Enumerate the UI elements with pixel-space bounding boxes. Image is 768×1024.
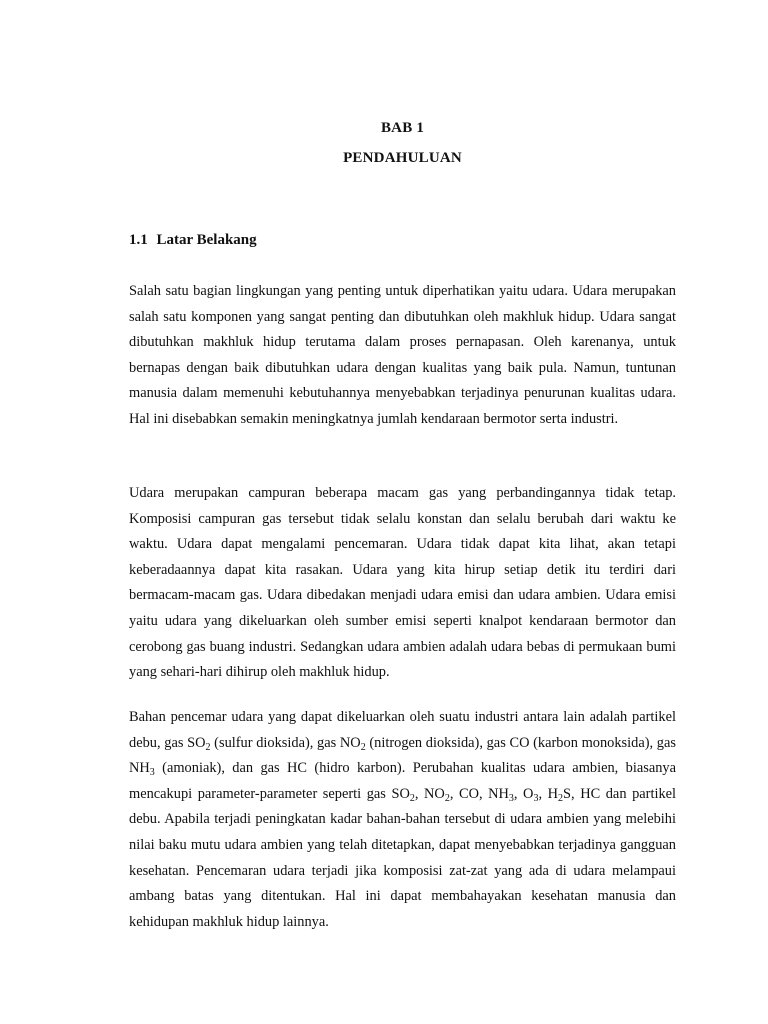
subscript: 3 bbox=[508, 792, 514, 804]
subscript: 2 bbox=[409, 792, 415, 804]
section-number: 1.1 bbox=[129, 232, 148, 248]
subscript: 3 bbox=[149, 767, 155, 779]
subscript: 2 bbox=[558, 792, 564, 804]
paragraph-2: Udara merupakan campuran beberapa macam gas yang perbandingannya tidak tetap. Komposisi campuran gas tersebut tidak selalu konstan dan selalu berubah dari waktu ke waktu. Udara dapat mengalami pencemaran. Udara tidak dapat kita lihat, akan tetapi keberadaannya dapat kita rasakan. Udara yang kita hirup setiap detik itu terdiri dari bermacam-macam gas. Udara dibedakan menjadi udara emisi dan udara ambien. Udara emisi yaitu udara yang dikeluarkan oleh sumber emisi seperti knalpot kendaraan bermotor dan cerobong gas buang industri. Sedangkan udara ambien adalah udara bebas di permukaan bumi yang sehari-hari dihirup oleh makhluk hidup. bbox=[129, 485, 676, 681]
chapter-title: PENDAHULUAN bbox=[343, 150, 462, 166]
paragraph-3-text: S, HC dan partikel debu. Apabila terjadi peningkatan kadar bahan-bahan tersebut di udara ambien yang melebihi nilai baku mutu udara ambien yang telah ditetapkan, dapat menyebabkan terjadinya gangguan kesehatan. Pencemaran udara terjadi jika komposisi zat-zat yang ada di udara melampaui ambang batas yang ditentukan. Hal ini dapat membahayakan kesehatan manusia dan kehidupan makhluk hidup lainnya. bbox=[129, 785, 677, 930]
paragraph-3-text: (nitrogen dioksida), gas CO (karbon monoksida), gas NH bbox=[129, 734, 676, 777]
paragraph-3-text: , NO bbox=[414, 785, 445, 802]
paragraph-3-text: , O bbox=[513, 785, 534, 802]
paragraph-3-text: Bahan pencemar udara yang dapat dikeluarkan oleh suatu industri antara lain adalah partikel debu, gas SO bbox=[129, 709, 676, 751]
paragraph-1: Salah satu bagian lingkungan yang penting untuk diperhatikan yaitu udara. Udara merupakan salah satu komponen yang sangat penting dan dibutuhkan oleh makhluk hidup. Udara sangat dibutuhkan makhluk hidup terutama dalam proses pernapasan. Oleh karenanya, untuk bernapas dengan baik dibutuhkan udara dengan kualitas yang baik pula. Namun, tuntunan manusia dalam memenuhi kebutuhannya menyebabkan terjadinya penurunan kualitas udara. Hal ini disebabkan semakin meningkatnya jumlah kendaraan bermotor serta industri. bbox=[129, 283, 676, 427]
subscript: 2 bbox=[360, 741, 366, 753]
section-heading bbox=[129, 232, 257, 249]
subscript: 2 bbox=[205, 741, 211, 753]
paragraph-3-text: , H bbox=[538, 785, 559, 802]
paragraph-3-text: (sulfur dioksida), gas NO bbox=[210, 734, 361, 751]
paragraph-3 bbox=[129, 705, 676, 935]
paragraph-3-text: (amoniak), dan gas HC (hidro karbon). Perubahan kualitas udara ambien, biasanya mencakupi parameter-parameter seperti gas SO bbox=[129, 760, 676, 802]
subscript: 2 bbox=[444, 792, 450, 804]
section-title: Latar Belakang bbox=[156, 232, 257, 248]
paragraph-3-text: , CO, NH bbox=[449, 785, 509, 802]
subscript: 3 bbox=[533, 792, 539, 804]
chapter-number: BAB 1 bbox=[380, 120, 425, 136]
